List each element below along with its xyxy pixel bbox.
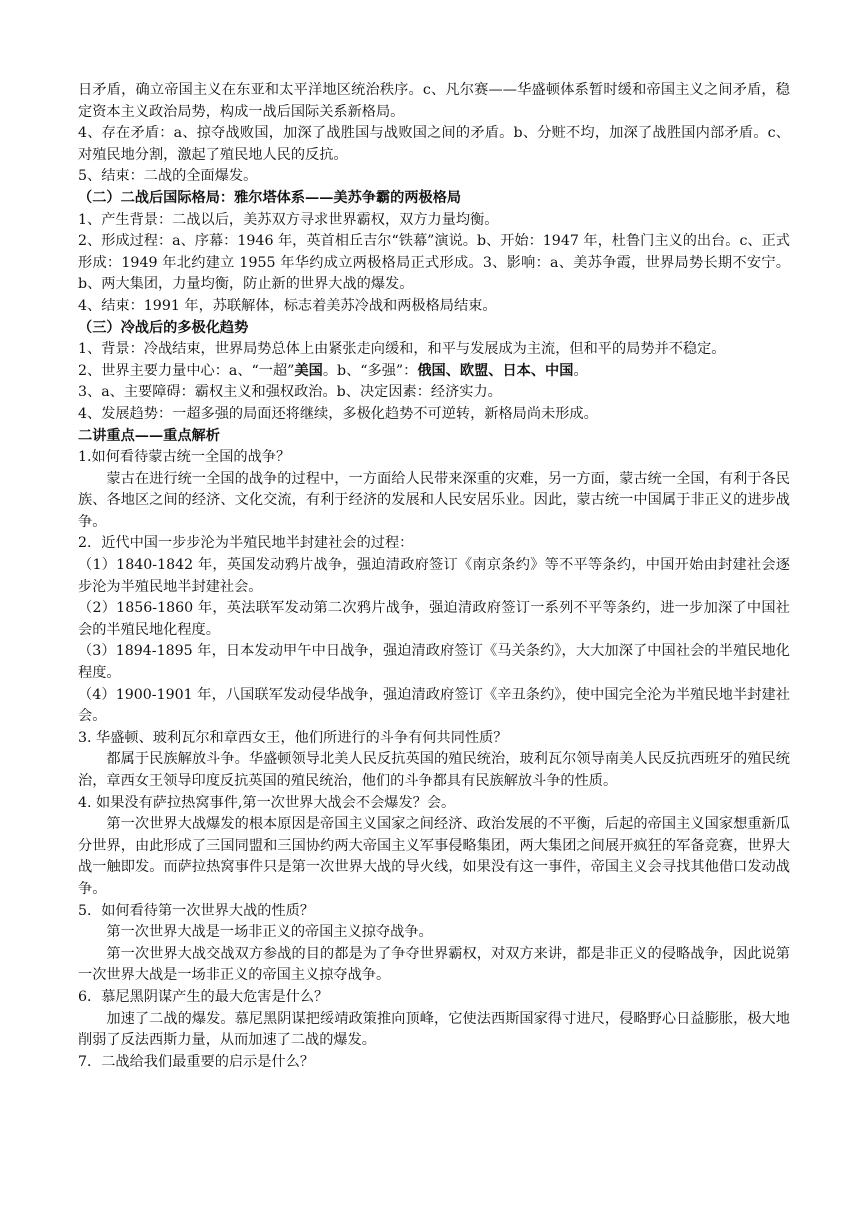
- section-heading: （三）冷战后的多极化趋势: [78, 319, 249, 336]
- question: 1.如何看待蒙古统一全国的战争？: [78, 449, 291, 466]
- text-line: 2、形成过程：a、序幕：1946 年，英首相丘吉尔“铁幕”演说。b、开始：1947 年，杜鲁门主义的出台。c、正式形成：1949 年北约建立 1955 年华约成立两极格局正式形成。3、影响：a、美苏争霞，世界局势长期不安宁。b、两大集团，力量均衡，防止新的世界大战的爆发。: [78, 233, 790, 293]
- text-segment: 。b、“多强”：: [322, 362, 418, 379]
- answer: 加速了二战的爆发。慕尼黑阴谋把绥靖政策推向顶峰，它使法西斯国家得寸进尺，侵略野心日益膨胀，极大地削弱了反法西斯力量，从而加速了二战的爆发。: [78, 1010, 790, 1049]
- text-line: 4、发展趋势：一超多强的局面还将继续，多极化趋势不可逆转，新格局尚未形成。: [78, 405, 598, 422]
- question: 6．慕尼黑阴谋产生的最大危害是什么？: [78, 988, 329, 1005]
- list-item: （1）1840-1842 年，英国发动鸦片战争，强迫清政府签订《南京条约》等不平等条约，中国开始由封建社会逐步沦为半殖民地半封建社会。: [78, 557, 790, 595]
- answer: 都属于民族解放斗争。华盛顿领导北美人民反抗英国的殖民统治，玻利瓦尔领导南美人民反抗西班牙的殖民统治，章西女王领导印度反抗英国的殖民统治，他们的斗争都具有民族解放斗争的性质。: [78, 751, 790, 789]
- answer: 第一次世界大战交战双方参战的目的都是为了争夺世界霸权，对双方来讲，都是非正义的侵略战争，因此说第一次世界大战是一场非正义的帝国主义掠夺战争。: [78, 945, 790, 984]
- text-line: 4、结束：1991 年，苏联解体，标志着美苏冷战和两极格局结束。: [78, 297, 497, 314]
- question: 2．近代中国一步步沦为半殖民地半封建社会的过程：: [78, 535, 414, 552]
- answer: 第一次世界大战是一场非正义的帝国主义掠夺战争。: [106, 924, 433, 941]
- question: 4. 如果没有萨拉热窝事件,第一次世界大战会不会爆发？会。: [78, 794, 456, 811]
- list-item: （2）1856-1860 年，英法联军发动第二次鸦片战争，强迫清政府签订一系列不平等条约，进一步加深了中国社会的半殖民地化程度。: [78, 600, 790, 638]
- text-line: 3、a、主要障碍：霸权主义和强权政治。b、决定因素：经济实力。: [78, 384, 502, 401]
- list-item: （4）1900-1901 年，八国联军发动侵华战争，强迫清政府签订《辛丑条约》，使中国完全沦为半殖民地半封建社会。: [78, 686, 790, 725]
- text-segment: 。: [573, 362, 588, 379]
- text-line: [78, 361, 790, 383]
- text-line: 1、产生背景：二战以后，美苏双方寻求世界霸权，双方力量均衡。: [78, 211, 499, 228]
- question: 5．如何看待第一次世界大战的性质？: [78, 902, 315, 919]
- answer: 蒙古在进行统一全国的战争的过程中，一方面给人民带来深重的灾难，另一方面，蒙古统一全国，有利于各民族、各地区之间的经济、文化交流，有利于经济的发展和人民安居乐业。因此，蒙古统一中国属于非正义的进步战争。: [78, 470, 790, 530]
- text-line: 日矛盾，确立帝国主义在东亚和太平洋地区统治秩序。c、凡尔赛——华盛顿体系暂时缓和帝国主义之间矛盾，稳定资本主义政治局势，构成一战后国际关系新格局。: [78, 82, 790, 120]
- answer: 第一次世界大战爆发的根本原因是帝国主义国家之间经济、政治发展的不平衡，后起的帝国主义国家想重新瓜分世界，由此形成了三国同盟和三国协约两大帝国主义军事侵略集团，两大集团之间展开疯狂的军备竞赛，世界大战一触即发。而萨拉热窝事件只是第一次世界大战的导火线，如果没有这一事件，帝国主义会寻找其他借口发动战争。: [78, 816, 790, 897]
- section-heading: （二）二战后国际格局：雅尔塔体系——美苏争霸的两极格局: [78, 189, 462, 206]
- section-heading: 二讲重点——重点解析: [78, 427, 220, 444]
- text-line: 1、背景：冷战结束，世界局势总体上由紧张走向缓和，和平与发展成为主流，但和平的局势并不稳定。: [78, 341, 726, 358]
- bold-text: 俄国、欧盟、日本、中国: [417, 362, 574, 379]
- document-page: [78, 80, 790, 1073]
- text-line: 5、结束：二战的全面爆发。: [78, 168, 258, 185]
- list-item: （3）1894-1895 年，日本发动甲午中日战争，强迫清政府签订《马关条约》，大大加深了中国社会的半殖民地化程度。: [78, 643, 790, 682]
- question: 7．二战给我们最重要的启示是什么？: [78, 1053, 315, 1070]
- text-line: 4、存在矛盾：a、掠夺战败国，加深了战胜国与战败国之间的矛盾。b、分赃不均，加深了战胜国内部矛盾。c、对殖民地分割，激起了殖民地人民的反抗。: [78, 125, 790, 163]
- text-segment: 2、世界主要力量中心：a、“一超”: [78, 362, 295, 379]
- bold-text: 美国: [294, 362, 323, 379]
- question: 3. 华盛顿、玻利瓦尔和章西女王，他们所进行的斗争有何共同性质？: [78, 729, 508, 746]
